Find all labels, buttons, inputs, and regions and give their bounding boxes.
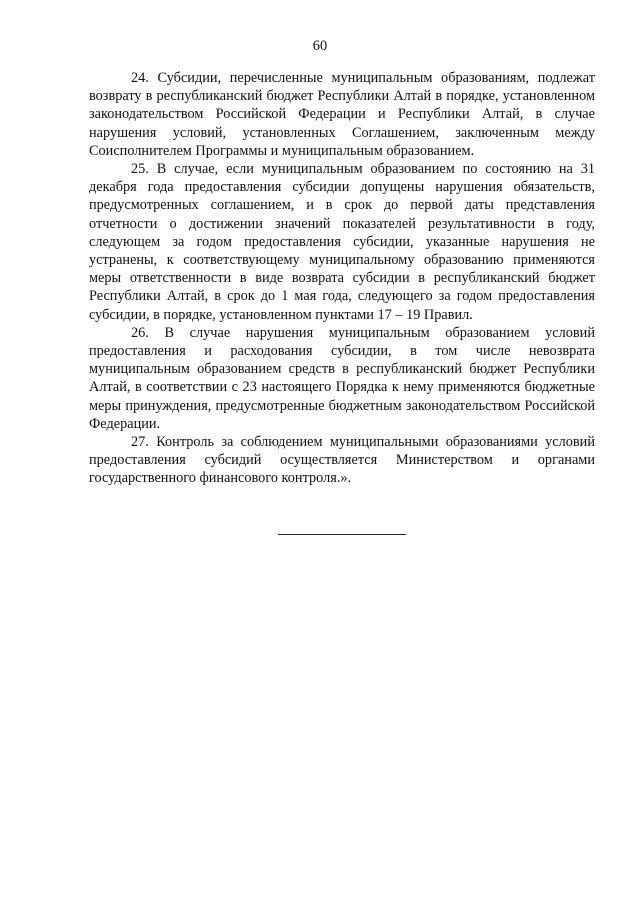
- end-divider: [278, 534, 406, 535]
- page-number: 60: [312, 38, 328, 54]
- paragraph-27: 27. Контроль за соблюдением муниципальными образованиями условий предоставления субсидий осуществляется Министерством и органами государственного финансового контроля.».: [89, 434, 595, 487]
- paragraph-26: 26. В случае нарушения муниципальным образованием условий предоставления и расходования субсидии, в том числе невозврата муниципальным образованием средств в республиканский бюджет Республики Алтай, в соответствии с 23 настоящего Порядка к нему применяются бюджетные меры принуждения, предусмотренные бюджетным законодательством Российской Федерации.: [89, 324, 595, 432]
- document-body: [89, 69, 595, 488]
- paragraph-25: 25. В случае, если муниципальным образованием по состоянию на 31 декабря года предоставления субсидии допущены нарушения обязательств, предусмотренных соглашением, и в срок до первой даты представления отчетности о достижении значений показателей результативности в году, следующем за годом предоставления субсидии, указанные нарушения не устранены, к соответствующему муниципальному образованию применяются меры ответственности в виде возврата субсидии в республиканский бюджет Республики Алтай, в срок до 1 мая года, следующего за годом предоставления субсидии, в порядке, установленном пунктами 17 – 19 Правил.: [89, 161, 595, 323]
- paragraph-24: 24. Субсидии, перечисленные муниципальным образованиям, подлежат возврату в республиканский бюджет Республики Алтай в порядке, установленном законодательством Российской Федерации и Республики Алтай, в случае нарушения условий, установленных Соглашением, заключенным между Соисполнителем Программы и муниципальным образованием.: [89, 70, 595, 159]
